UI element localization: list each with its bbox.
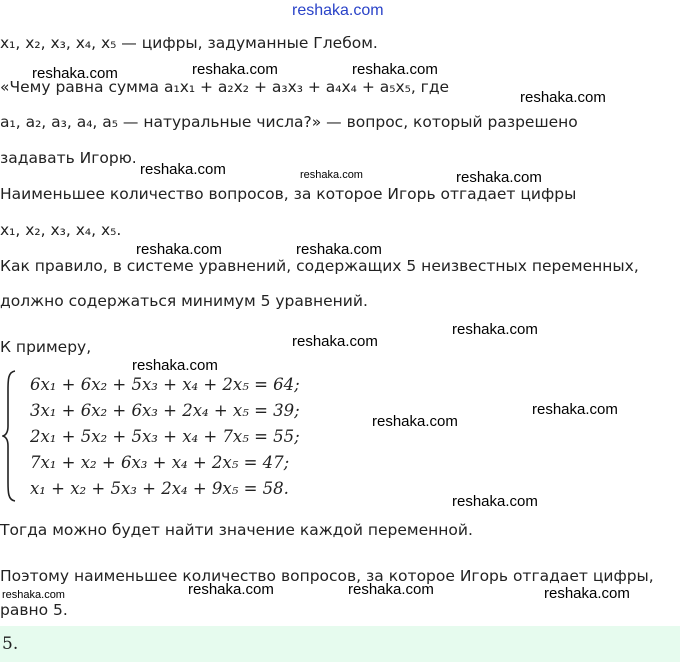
watermark: reshaka.com — [188, 581, 274, 598]
watermark: reshaka.com — [2, 589, 65, 601]
watermark: reshaka.com — [452, 321, 538, 338]
equation: x₁ + x₂ + 5x₃ + 2x₄ + 9x₅ = 58. — [30, 479, 289, 498]
text-line: должно содержаться минимум 5 уравнений. — [0, 292, 368, 310]
text-line: a₁, a₂, a₃, a₄, a₅ — натуральные числа?» — вопрос, который разрешено — [0, 113, 578, 131]
watermark: reshaka.com — [292, 333, 378, 350]
watermark: reshaka.com — [520, 89, 606, 106]
text-line: x₁, x₂, x₃, x₄, x₅ — цифры, задуманные Глебом. — [0, 34, 378, 52]
watermark: reshaka.com — [372, 413, 458, 430]
watermark: reshaka.com — [292, 2, 384, 19]
text-line: Поэтому наименьшее количество вопросов, за которое Игорь отгадает цифры, — [0, 567, 654, 585]
text-line: Тогда можно будет найти значение каждой переменной. — [0, 521, 473, 539]
text-line: «Чему равна сумма a₁x₁ + a₂x₂ + a₃x₃ + a₄x₄ + a₅x₅, где — [0, 78, 450, 96]
equation: 6x₁ + 6x₂ + 5x₃ + x₄ + 2x₅ = 64; — [30, 375, 300, 394]
watermark: reshaka.com — [136, 241, 222, 258]
text-line: задавать Игорю. — [0, 149, 137, 167]
text-line: Как правило, в системе уравнений, содержащих 5 неизвестных переменных, — [0, 257, 639, 275]
answer-value: 5. — [2, 634, 19, 654]
watermark: reshaka.com — [456, 169, 542, 186]
text-line: К примеру, — [0, 338, 92, 356]
equation: 7x₁ + x₂ + 6x₃ + x₄ + 2x₅ = 47; — [30, 453, 290, 472]
equation: 3x₁ + 6x₂ + 6x₃ + 2x₄ + x₅ = 39; — [30, 401, 300, 420]
watermark: reshaka.com — [532, 401, 618, 418]
watermark: reshaka.com — [348, 581, 434, 598]
watermark: reshaka.com — [352, 61, 438, 78]
watermark: reshaka.com — [544, 585, 630, 602]
watermark: reshaka.com — [132, 357, 218, 374]
text-line: Наименьшее количество вопросов, за которое Игорь отгадает цифры — [0, 185, 577, 203]
text-line: равно 5. — [0, 601, 68, 619]
equation: 2x₁ + 5x₂ + 5x₃ + x₄ + 7x₅ = 55; — [30, 427, 300, 446]
watermark: reshaka.com — [452, 493, 538, 510]
watermark: reshaka.com — [140, 161, 226, 178]
watermark: reshaka.com — [300, 169, 363, 181]
watermark: reshaka.com — [32, 65, 118, 82]
answer-box — [0, 626, 680, 662]
text-line: x₁, x₂, x₃, x₄, x₅. — [0, 221, 122, 239]
watermark: reshaka.com — [296, 241, 382, 258]
system-brace — [2, 370, 16, 502]
watermark: reshaka.com — [192, 61, 278, 78]
